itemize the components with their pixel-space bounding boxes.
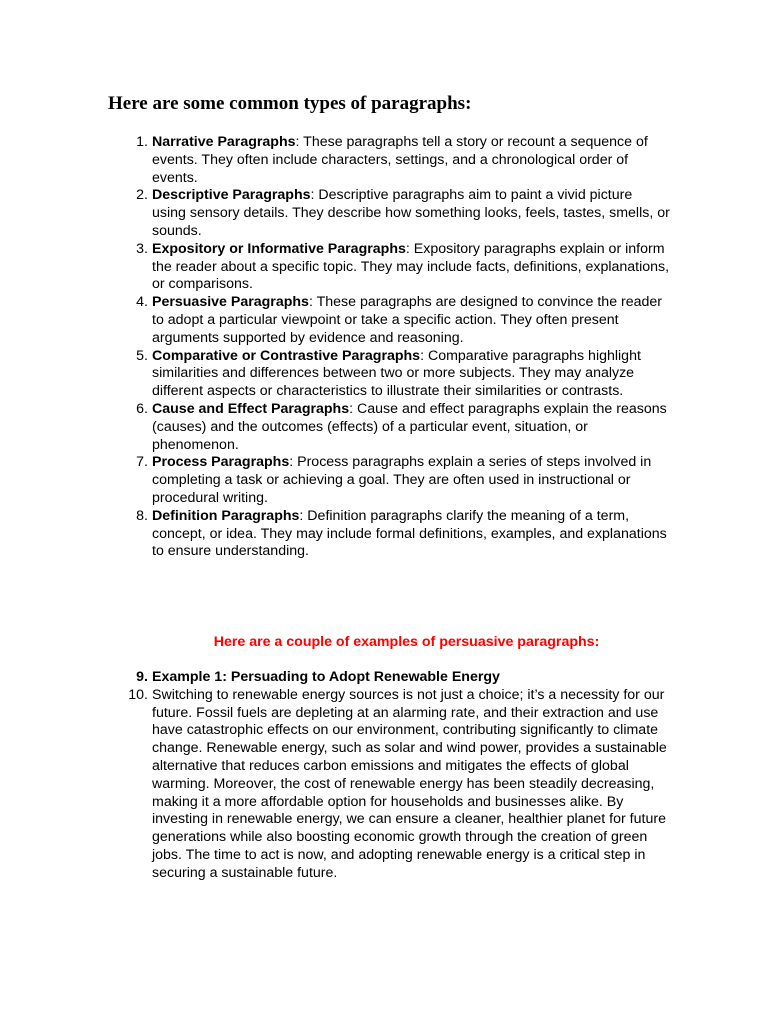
term-label: Narrative Paragraphs: [152, 134, 296, 150]
list-number: 5.: [136, 347, 148, 364]
term-description: : Expository paragraphs explain or inform the reader about a specific topic. They may include facts, definitions, explanations, or comparisons.: [152, 240, 670, 293]
term-description: : Cause and effect paragraphs explain the reasons (causes) and the outcomes (effects) of a particular event, situation, or phenomenon.: [152, 400, 667, 453]
term-description: : These paragraphs are designed to convince the reader to adopt a particular viewpoint or take a specific action. They often present arguments supported by evidence and reasoning.: [152, 294, 663, 346]
list-number: 7.: [136, 454, 148, 471]
list-item: [120, 401, 670, 454]
list-number: 9.: [136, 669, 148, 685]
term-label: Process Paragraphs: [152, 454, 290, 471]
list-item: [120, 187, 670, 240]
list-number: 3.: [136, 240, 148, 257]
example-body-item: [120, 687, 670, 883]
list-item: [120, 134, 670, 187]
paragraph-types-list: [120, 134, 670, 561]
term-description: : Process paragraphs explain a series of steps involved in completing a task or achieving a goal. They are often used in instructional or procedural writing.: [152, 454, 652, 506]
list-number: 6.: [136, 400, 148, 417]
list-item: [120, 454, 670, 507]
example-list: [120, 669, 670, 883]
page-heading: Here are some common types of paragraphs:: [108, 93, 472, 114]
term-description: : These paragraphs tell a story or recount a sequence of events. They often include characters, settings, and a chronological order of events.: [152, 134, 648, 186]
term-label: Comparative or Contrastive Paragraphs: [152, 347, 421, 364]
term-description: : Comparative paragraphs highlight similarities and differences between two or more subjects. They may analyze different aspects or characteristics to illustrate their similarities or contrasts.: [152, 347, 641, 400]
example-title-item: [120, 669, 670, 687]
example-body: Switching to renewable energy sources is not just a choice; it’s a necessity for our future. Fossil fuels are depleting at an alarming rate, and their extraction and use have catastrophic effects on our environment, contributing significantly to climate change. Renewable energy, such as solar and wind power, provides a sustainable alternative that reduces carbon emissions and mitigates the effects of global warming. Moreover, the cost of renewable energy has been steadily decreasing, making it a more affordable option for households and businesses alike. By investing in renewable energy, we can ensure a cleaner, healthier planet for future generations while also boosting economic growth through the creation of green jobs. The time to act is now, and adopting renewable energy is a critical step in securing a sustainable future.: [152, 686, 667, 881]
example-title: Example 1: Persuading to Adopt Renewable Energy: [152, 669, 500, 685]
list-number: 1.: [136, 134, 148, 150]
list-number: 8.: [136, 507, 148, 524]
term-label: Expository or Informative Paragraphs: [152, 240, 406, 257]
term-label: Persuasive Paragraphs: [152, 294, 309, 311]
term-description: : Definition paragraphs clarify the meaning of a term, concept, or idea. They may include formal definitions, examples, and explanations to ensure understanding.: [152, 507, 667, 560]
term-label: Definition Paragraphs: [152, 507, 300, 524]
term-description: : Descriptive paragraphs aim to paint a vivid picture using sensory details. They describe how something looks, feels, tastes, smells, or sounds.: [152, 187, 670, 239]
list-number: 10.: [128, 686, 148, 703]
list-item: [120, 241, 670, 294]
examples-heading: Here are a couple of examples of persuasive paragraphs:: [213, 634, 600, 650]
list-item: [120, 294, 670, 347]
list-number: 4.: [136, 294, 148, 311]
list-number: 2.: [136, 187, 148, 204]
list-item: [120, 348, 670, 401]
term-label: Descriptive Paragraphs: [152, 187, 311, 204]
list-item: [120, 508, 670, 561]
term-label: Cause and Effect Paragraphs: [152, 400, 350, 417]
